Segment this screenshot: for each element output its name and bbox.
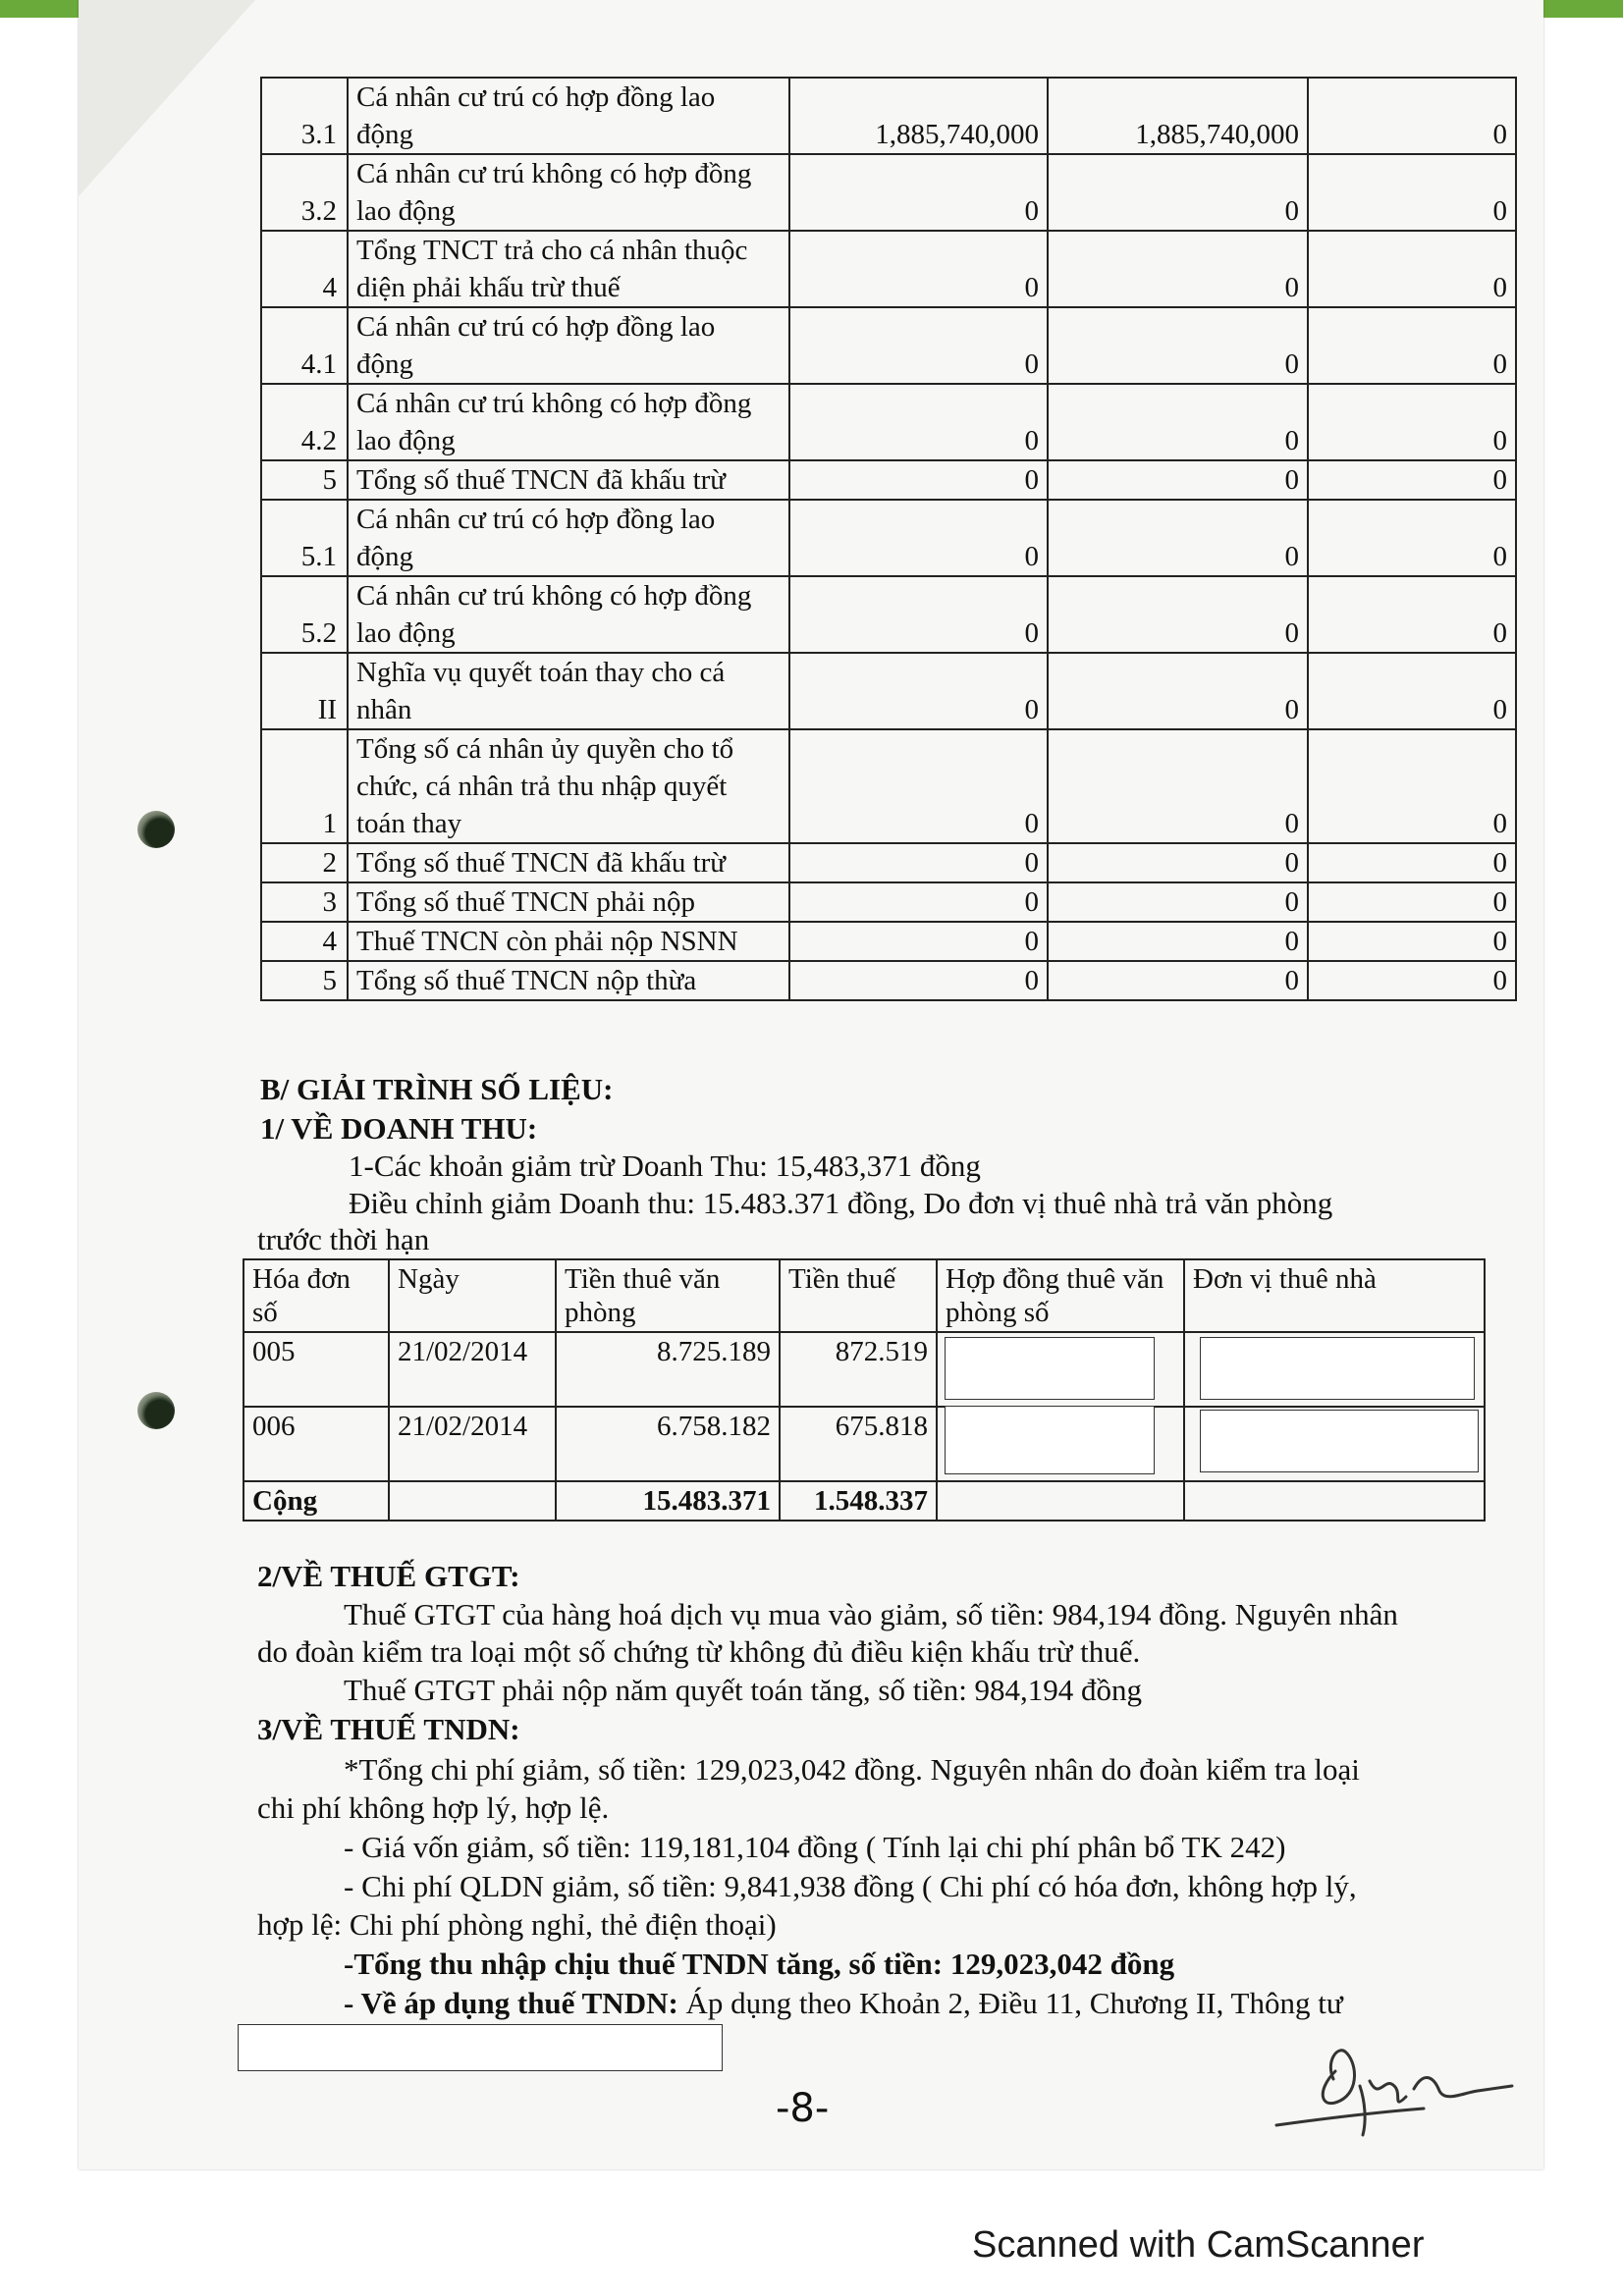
row-value-difference: 0 — [1308, 843, 1516, 882]
row-value-audited: 0 — [1048, 843, 1308, 882]
row-value-audited: 0 — [1048, 576, 1308, 653]
invoice-rent: 6.758.182 — [556, 1407, 780, 1481]
tax-table-row — [261, 843, 1516, 882]
row-value-difference: 0 — [1308, 961, 1516, 1000]
row-number: 5 — [261, 460, 348, 500]
row-value-declared: 1,885,740,000 — [789, 78, 1048, 154]
row-value-declared: 0 — [789, 882, 1048, 922]
row-number: 3 — [261, 882, 348, 922]
tax-table-row — [261, 576, 1516, 653]
tax-table-row — [261, 922, 1516, 961]
row-number: 1 — [261, 729, 348, 843]
row-value-audited: 0 — [1048, 460, 1308, 500]
invoice-no: 006 — [243, 1407, 389, 1481]
row-value-audited: 0 — [1048, 882, 1308, 922]
cit-apply-label: - Về áp dụng thuế TNDN: — [344, 1986, 678, 2020]
pit-tax-table — [260, 77, 1517, 1001]
row-description: Thuế TNCN còn phải nộp NSNN — [348, 922, 789, 961]
tax-table-row — [261, 78, 1516, 154]
row-value-difference: 0 — [1308, 460, 1516, 500]
row-value-difference: 0 — [1308, 729, 1516, 843]
cit-para-1b: chi phí không hợp lý, hợp lệ. — [257, 1790, 610, 1825]
cit-cogs-line: - Giá vốn giảm, số tiền: 119,181,104 đồng ( Tính lại chi phí phân bổ TK 242) — [344, 1830, 1286, 1864]
empty-cell — [389, 1481, 556, 1521]
invoice-tax: 675.818 — [780, 1407, 937, 1481]
row-description: Tổng số thuế TNCN nộp thừa — [348, 961, 789, 1000]
row-value-difference: 0 — [1308, 231, 1516, 307]
total-tax: 1.548.337 — [780, 1481, 937, 1521]
row-value-declared: 0 — [789, 843, 1048, 882]
cit-heading: 3/VỀ THUẾ TNDN: — [257, 1712, 520, 1746]
header-tax: Tiền thuế — [780, 1259, 937, 1332]
row-description: Tổng số thuế TNCN đã khấu trừ — [348, 460, 789, 500]
row-value-audited: 0 — [1048, 231, 1308, 307]
tax-table-row — [261, 384, 1516, 460]
row-value-difference: 0 — [1308, 882, 1516, 922]
revenue-deduction-line: 1-Các khoản giảm trừ Doanh Thu: 15,483,371 đồng — [349, 1148, 981, 1183]
invoice-tax: 872.519 — [780, 1332, 937, 1407]
tax-table-row — [261, 882, 1516, 922]
invoice-header-row — [243, 1259, 1485, 1332]
punch-hole-bottom — [137, 1392, 175, 1429]
row-value-difference: 0 — [1308, 576, 1516, 653]
row-number: 4 — [261, 922, 348, 961]
revenue-adjust-line-cont: trước thời hạn — [257, 1222, 430, 1256]
redaction-box — [1200, 1410, 1479, 1472]
tax-table-row — [261, 500, 1516, 576]
tax-table-row — [261, 460, 1516, 500]
tax-table-row — [261, 154, 1516, 231]
row-value-declared: 0 — [789, 729, 1048, 843]
row-description: Cá nhân cư trú không có hợp đồng lao động — [348, 576, 789, 653]
row-value-declared: 0 — [789, 154, 1048, 231]
row-number: 3.1 — [261, 78, 348, 154]
row-description: Tổng TNCT trả cho cá nhân thuộc diện phải khấu trừ thuế — [348, 231, 789, 307]
row-number: 4.1 — [261, 307, 348, 384]
row-value-difference: 0 — [1308, 78, 1516, 154]
row-value-audited: 0 — [1048, 154, 1308, 231]
vat-para-2: Thuế GTGT phải nộp năm quyết toán tăng, số tiền: 984,194 đồng — [344, 1673, 1143, 1707]
row-description: Cá nhân cư trú không có hợp đồng lao động — [348, 384, 789, 460]
punch-hole-top — [137, 811, 175, 848]
vat-para-1b: do đoàn kiểm tra loại một số chứng từ không đủ điều kiện khấu trừ thuế. — [257, 1634, 1141, 1669]
row-value-audited: 0 — [1048, 961, 1308, 1000]
row-value-audited: 0 — [1048, 922, 1308, 961]
row-value-difference: 0 — [1308, 384, 1516, 460]
section-b-heading: B/ GIẢI TRÌNH SỐ LIỆU: — [260, 1072, 614, 1106]
total-rent: 15.483.371 — [556, 1481, 780, 1521]
row-value-difference: 0 — [1308, 500, 1516, 576]
row-description: Cá nhân cư trú có hợp đồng lao động — [348, 307, 789, 384]
invoice-date: 21/02/2014 — [389, 1407, 556, 1481]
invoice-total-row — [243, 1481, 1485, 1521]
total-label: Cộng — [243, 1481, 389, 1521]
row-value-difference: 0 — [1308, 922, 1516, 961]
row-description: Tổng số thuế TNCN đã khấu trừ — [348, 843, 789, 882]
row-value-difference: 0 — [1308, 653, 1516, 729]
row-number: 4.2 — [261, 384, 348, 460]
cit-apply-line — [344, 1984, 1343, 2023]
cit-admin-line-b: hợp lệ: Chi phí phòng nghỉ, thẻ điện thoại) — [257, 1907, 777, 1942]
row-number: 5.1 — [261, 500, 348, 576]
row-value-audited: 0 — [1048, 307, 1308, 384]
row-description: Tổng số cá nhân ủy quyền cho tổ chức, cá nhân trả thu nhập quyết toán thay — [348, 729, 789, 843]
header-tenant: Đơn vị thuê nhà — [1184, 1259, 1485, 1332]
revenue-heading: 1/ VỀ DOANH THU: — [260, 1111, 538, 1146]
row-number: 2 — [261, 843, 348, 882]
row-value-audited: 0 — [1048, 384, 1308, 460]
row-description: Cá nhân cư trú có hợp đồng lao động — [348, 500, 789, 576]
row-value-audited: 0 — [1048, 500, 1308, 576]
row-number: 5 — [261, 961, 348, 1000]
row-description: Tổng số thuế TNCN phải nộp — [348, 882, 789, 922]
row-value-declared: 0 — [789, 307, 1048, 384]
row-number: 5.2 — [261, 576, 348, 653]
row-value-declared: 0 — [789, 576, 1048, 653]
redaction-box — [945, 1337, 1155, 1400]
page-corner-fold — [79, 0, 255, 196]
cit-admin-line-a: - Chi phí QLDN giảm, số tiền: 9,841,938 đồng ( Chi phí có hóa đơn, không hợp lý, — [344, 1869, 1357, 1903]
tax-table-row — [261, 231, 1516, 307]
header-rent: Tiền thuê văn phòng — [556, 1259, 780, 1332]
cit-para-1a: *Tổng chi phí giảm, số tiền: 129,023,042 đồng. Nguyên nhân do đoàn kiểm tra loại — [344, 1752, 1360, 1787]
header-invoice-no: Hóa đơn số — [243, 1259, 389, 1332]
row-value-declared: 0 — [789, 460, 1048, 500]
row-description: Cá nhân cư trú có hợp đồng lao động — [348, 78, 789, 154]
row-value-declared: 0 — [789, 384, 1048, 460]
row-number: II — [261, 653, 348, 729]
row-description: Cá nhân cư trú không có hợp đồng lao động — [348, 154, 789, 231]
tax-table-row — [261, 653, 1516, 729]
tax-table-row — [261, 961, 1516, 1000]
tax-table-row — [261, 307, 1516, 384]
row-description: Nghĩa vụ quyết toán thay cho cá nhân — [348, 653, 789, 729]
row-value-audited: 0 — [1048, 653, 1308, 729]
redaction-box — [238, 2024, 723, 2071]
empty-cell — [937, 1481, 1184, 1521]
cit-apply-text: Áp dụng theo Khoản 2, Điều 11, Chương II, Thông tư — [677, 1986, 1343, 2020]
invoice-rent: 8.725.189 — [556, 1332, 780, 1407]
page-number: -8- — [776, 2086, 830, 2131]
redaction-box — [945, 1406, 1155, 1474]
revenue-adjust-line: Điều chỉnh giảm Doanh thu: 15.483.371 đồng, Do đơn vị thuê nhà trả văn phòng — [349, 1186, 1333, 1220]
invoice-no: 005 — [243, 1332, 389, 1407]
cit-taxable-income-line: -Tổng thu nhập chịu thuế TNDN tăng, số tiền: 129,023,042 đồng — [344, 1947, 1175, 1981]
invoice-date: 21/02/2014 — [389, 1332, 556, 1407]
tax-table-row — [261, 729, 1516, 843]
row-value-declared: 0 — [789, 961, 1048, 1000]
empty-cell — [1184, 1481, 1485, 1521]
row-value-declared: 0 — [789, 231, 1048, 307]
header-date: Ngày — [389, 1259, 556, 1332]
header-contract: Hợp đồng thuê văn phòng số — [937, 1259, 1184, 1332]
row-value-difference: 0 — [1308, 307, 1516, 384]
row-value-declared: 0 — [789, 500, 1048, 576]
row-value-declared: 0 — [789, 653, 1048, 729]
vat-para-1a: Thuế GTGT của hàng hoá dịch vụ mua vào giảm, số tiền: 984,194 đồng. Nguyên nhân — [344, 1597, 1398, 1631]
row-number: 4 — [261, 231, 348, 307]
row-value-audited: 0 — [1048, 729, 1308, 843]
camscanner-watermark: Scanned with CamScanner — [972, 2224, 1425, 2266]
redaction-box — [1200, 1337, 1475, 1400]
row-number: 3.2 — [261, 154, 348, 231]
row-value-audited: 1,885,740,000 — [1048, 78, 1308, 154]
vat-heading: 2/VỀ THUẾ GTGT: — [257, 1559, 520, 1593]
handwritten-signature — [1267, 2032, 1522, 2140]
row-value-difference: 0 — [1308, 154, 1516, 231]
row-value-declared: 0 — [789, 922, 1048, 961]
